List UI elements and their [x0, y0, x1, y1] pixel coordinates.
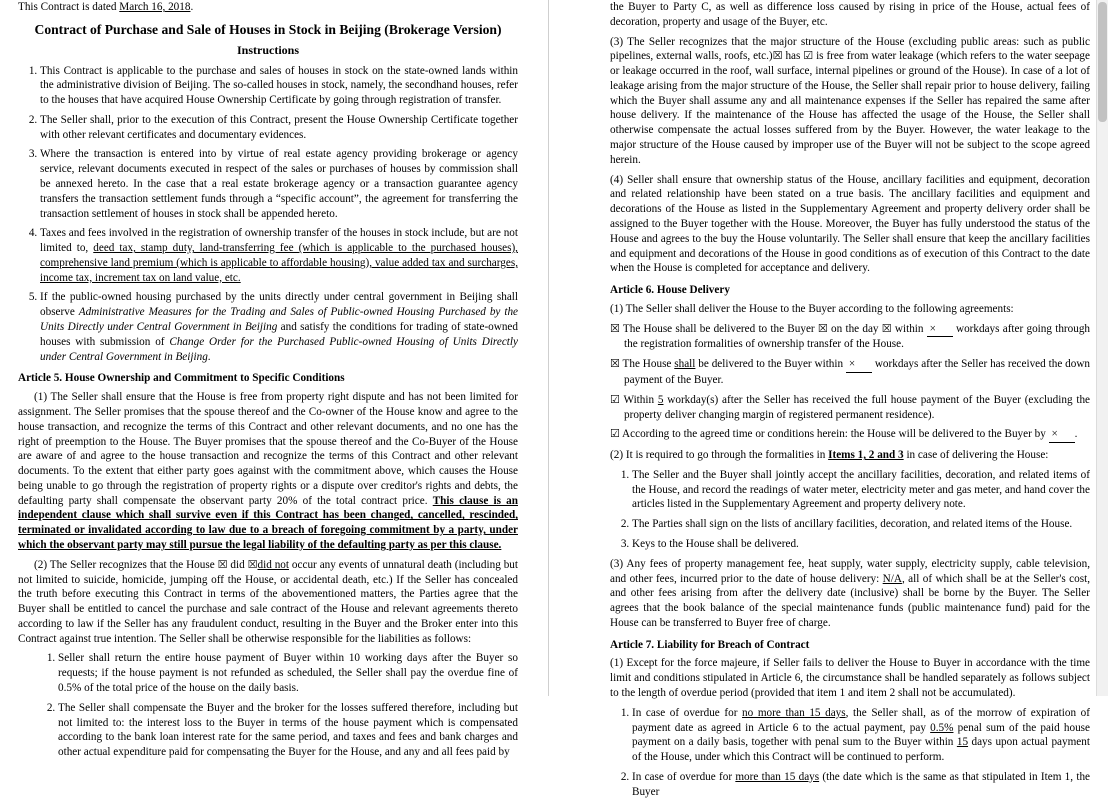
list-item: 2. The Parties shall sign on the lists of ancillary facilities, decoration, and related items of the House.	[632, 517, 1090, 532]
a5p2-text-a: (2) The Seller recognizes that the House	[34, 558, 218, 571]
checkbox-did-not[interactable]: ☒	[247, 557, 258, 571]
delivery-option-3	[610, 393, 1090, 423]
a5p2-didnot-label: did not	[257, 558, 290, 571]
article7-paragraph-1: (1) Except for the force majeure, if Seller fails to deliver the House to Buyer in accordance with the time limit and conditions stipulated in Article 6, the circumstance shall be handled separately as follows subject to the length of overdue period (provided that item 1 and item 2 shall not be accumulated).	[610, 657, 1090, 700]
delivery-option-1	[610, 322, 1090, 353]
option1-text-a: The House shall be delivered to the Buyer	[619, 322, 818, 335]
a7i2-text-b: (the date which is the same as that stipulated in Item 1, the Buyer	[632, 770, 1090, 798]
checkbox-on-the-day[interactable]: ☒	[817, 321, 828, 335]
option1-text-d: workdays after going through the registration formalities of ownership transfer of the House.	[624, 322, 1091, 351]
item5-italic-change-order: Change Order for the Purchased Public-owned Housing of Units Directly under Central Government in Beijing	[40, 335, 518, 363]
a5p2-did-label: did	[227, 558, 248, 571]
checkbox-delivery-option-1[interactable]: ☒	[610, 321, 620, 335]
a7i1-days: 15	[956, 736, 969, 749]
option1-onday-label: on the day	[827, 322, 882, 335]
article7-sub-list	[610, 706, 1090, 800]
article7-heading: Article 7. Liability for Breach of Contract	[610, 638, 810, 651]
contract-date-line	[18, 0, 518, 15]
list-item: 2. The Seller shall, prior to the execution of this Contract, present the House Ownership Certificate together with other relevant certificates and documentary evidences.	[40, 113, 518, 143]
list-item: 1. This Contract is applicable to the purchase and sales of houses in stock on the state-owned lands within the administrative division of Beijing. The so-called houses in stock, namely, the secondhand houses, refer to the houses that have acquired House Ownership Certificate by going through registration of transfer.	[40, 64, 518, 108]
option4-text-a: According to the agreed time or conditions herein: the House will be delivered to the Buyer by	[619, 428, 1049, 441]
option1-days-blank[interactable]: ×	[927, 322, 953, 338]
taxes-underlined: deed tax, stamp duty, land-transferring fee (which is applicable to the purchased houses), comprehensive land premium (which is applicable to affordable housing), value added tax and surcharges, income tax, increment tax on land value, etc.	[40, 242, 518, 284]
list-item	[40, 226, 518, 285]
continued-paragraph: the Buyer to Party C, as well as difference loss caused by rising in price of the House, actual fees of decoration, property and usage of the Buyer, etc.	[610, 1, 1090, 28]
a7i1-penalty-rate: 0.5%	[930, 721, 954, 734]
p3-has-label: has	[782, 50, 804, 63]
option2-text-a: The House	[619, 358, 675, 371]
checkbox-delivery-option-2[interactable]: ☒	[610, 357, 620, 371]
a5p2-text-b: occur any events of unnatural death (including but not limited to suicide, homicide, jumping off the House, or accidental death, etc.) If the Seller has concealed the truth before executing this Contract in terms of the abovementioned matters, the Parties agree that the Buyer shall be entitled to cancel the purchase and sale contract of the House and relevant agreements thereto according to law if the Seller has any fraudulent conduct, resulting in the Buyer and the Broker enter into this Contract against true intention. The Seller shall be otherwise responsible for the liabilities as follows:	[18, 558, 519, 645]
article5-sub-list	[18, 651, 518, 759]
article5-paragraph-3	[610, 35, 1090, 168]
a7i1-text-a: In case of overdue for	[632, 706, 743, 719]
a7i1-text-b: , the Seller shall, as of the morrow of expiration of payment date as agreed in Article 6 to the actual payment, pay	[632, 706, 1090, 734]
article5-paragraph-1	[18, 390, 518, 553]
a5p1-bold-clause: This clause is an independent clause which shall survive even if this Contract has been changed, cancelled, rescinded, terminated or invalidated according to law due to a breach of foregoing commitment by a party, under which the observant party may still pursue the legal liability of the defaulting party as per this clause.	[18, 494, 518, 551]
p3-text-c: is free from water leakage (which refers to the water seepage or leakage occurred in the roof, wall surface, internal pipelines or ground of the House). In case of a lot of leakage arising from the major structure of the House, the Seller shall repair prior to house delivery, failing which the Buyer shall assume any and all maintenance expenses if the Seller has repaired the same after house delivery. If the maintenance of the House has affected the usage of the House, the Seller shall otherwise compensate the actual losses suffered from by the Buyer. However, the water leakage to the major structure of the House caused by improper use of the Buyer will not be subject to the scope agreed herein.	[610, 50, 1090, 166]
item5-text-b: and satisfy the conditions for trading of state-owned houses with submission of	[40, 321, 518, 348]
a6p3-text-b: , all of which shall be at the Seller's cost, and other fees arising from after the delivery date (inclusive) shall be borne by the Buyer. The Seller agrees that the book balance of the special maintenance funds (public maintenance fund) paid for the House can be transferred to Buyer free of charge.	[610, 572, 1090, 629]
article5-heading: Article 5. House Ownership and Commitment to Specific Conditions	[18, 372, 345, 385]
option4-date-blank[interactable]: ×	[1049, 427, 1075, 443]
article6-paragraph-3	[610, 557, 1090, 631]
checkbox-within[interactable]: ☒	[881, 321, 892, 335]
page-divider	[548, 0, 549, 696]
p3-text-a: (3) The Seller recognizes that the major structure of the House (excluding public areas: such as public pipelines, external walls, roofs, etc.)	[610, 35, 1090, 63]
list-item: 1. The Seller and the Buyer shall jointly accept the ancillary facilities, decoration, and related items of the House, and record the readings of water meter, electricity meter and gas meter, and hand cover the articles listed in the Supplementary Agreement and property delivery note.	[632, 468, 1090, 512]
delivery-option-2	[610, 357, 1090, 388]
checkbox-free-from-leakage[interactable]: ☑	[803, 49, 814, 63]
option4-text-b: .	[1074, 428, 1078, 441]
option3-text-a: Within	[619, 393, 658, 406]
a7i2-period: more than 15 days	[735, 770, 820, 783]
right-page-column	[610, 0, 1090, 805]
list-item	[632, 770, 1090, 800]
list-item: 1. Seller shall return the entire house payment of Buyer within 10 working days after the Buyer so requests; if the house payment is not refunded as scheduled, the Seller shall pay the overdue fine of 0.5% of the total price of the house on the daily basis.	[58, 651, 518, 695]
list-item: 2. The Seller shall compensate the Buyer and the broker for the losses suffered therefore, including but not limited to: the interest loss to the Buyer in terms of the house payment which is compensated according to the bank loan interest rate for the same period, and taxes and fees and bank charges and other actual expenditure paid for compensating the Buyer for the House, and any and all fees paid by	[58, 701, 518, 760]
item5-text-a: If the public-owned housing purchased by the units directly under central government in Beijing shall observe	[40, 291, 518, 319]
vertical-scrollbar[interactable]	[1096, 0, 1108, 696]
list-item	[40, 290, 518, 364]
checkbox-delivery-option-3[interactable]: ☑	[610, 392, 620, 406]
a6p3-fees-value[interactable]: N/A	[882, 572, 902, 585]
instructions-list	[18, 64, 518, 365]
a7i1-text-d: days upon actual payment of the House, under which this Contract will be continued to perform.	[632, 736, 1090, 764]
delivery-option-4	[610, 427, 1090, 443]
taxes-prefix: Taxes and fees involved in the registration of ownership transfer of the houses in stock include, but are not limited to,	[40, 227, 518, 255]
option2-shall: shall	[674, 358, 696, 371]
a7i1-text-c: penal sum of the paid house payment on a daily basis, together with penal sum to the Buyer within	[632, 721, 1090, 749]
article6-heading: Article 6. House Delivery	[610, 284, 730, 297]
option2-text-c: workdays after the Seller has received the down payment of the Buyer.	[624, 358, 1091, 386]
a6p2-text-b: in case of delivering the House:	[903, 449, 1049, 462]
scrollbar-thumb[interactable]	[1098, 2, 1107, 122]
article6-paragraph-1: (1) The Seller shall deliver the House to the Buyer according to the following agreements:	[610, 302, 1014, 315]
contract-date-suffix: .	[190, 1, 194, 13]
option2-days-blank[interactable]: ×	[846, 357, 872, 373]
list-item: 3. Where the transaction is entered into by virtue of real estate agency providing brokerage or agency service, relevant documents executed in respect of the sales or purchases of houses by commission shall be annexed hereto. In the case that a real estate brokerage agency or a transaction guarantee agency transfers the transaction settlement funds through a “specific account”, the agreement for transferring the transaction settlement of houses in stock shall be appended hereto.	[40, 147, 518, 221]
a5p1-text: (1) The Seller shall ensure that the House is free from property right dispute and has not been limited for assignment. The Seller promises that the spouse thereof and the Co-owner of the House know and agree to the house transaction, and recognize the terms of this Contract and other relevant documents, and no one has the right of preemption to the House. The Buyer promises that the spouse thereof and the Co-Buyer of the House are aware of and agree to the house transaction and recognize the terms of this Contract and other relevant documents. To the extent that either party goes against with the commitment above, which causes the House being unable to go through the registration of property rights or a dispute over creditor's rights and debts, the defaulting party shall compensate the observant party 20% of the total contract price.	[18, 391, 518, 507]
item5-text-c: .	[207, 350, 211, 363]
left-page-column	[18, 0, 518, 765]
article6-sub-list	[610, 468, 1090, 552]
checkbox-has-leakage[interactable]: ☒	[772, 49, 783, 63]
article5-paragraph-4: (4) Seller shall ensure that ownership status of the House, ancillary facilities and equipment, decoration and related relationship have been stated on a true basis. The ancillary facilities and equipment and decorations of the House as listed in the Supplementary Agreement and property delivery order shall be assigned to the Buyer together with the House. Moreover, the Buyer has fully understood the status of the House and agrees to the buy the House voluntarily. The Seller shall ensure that keep the ancillary facilities and equipment and decorations of the House in good conditions as of execution of this Contract to the date when the House is completed for acceptance and delivery.	[610, 173, 1090, 275]
a6p2-items-ref: Items 1, 2 and 3	[828, 449, 904, 462]
item5-italic-measures: Administrative Measures for the Trading and Sales of Public-owned Housing Purchased by the Units Directly under Central Government in Beijing	[40, 306, 519, 334]
checkbox-delivery-option-4[interactable]: ☑	[610, 427, 620, 441]
list-item	[632, 706, 1090, 765]
a7i1-period-1: no more than 15 days	[742, 706, 846, 719]
article5-paragraph-2	[18, 558, 518, 647]
option3-workdays-value[interactable]: 5	[657, 393, 664, 406]
document-title: Contract of Purchase and Sale of Houses in Stock in Beijing (Brokerage Version)	[34, 21, 502, 37]
list-item: 3. Keys to the House shall be delivered.	[632, 537, 1090, 552]
instructions-heading: Instructions	[236, 42, 299, 57]
checkbox-did[interactable]: ☒	[217, 557, 228, 571]
a6p3-text-a: (3) Any fees of property management fee, heat supply, water supply, electricity supply, cable television, and other fees, incurred prior to the date of house delivery:	[610, 557, 1090, 585]
contract-date-prefix: This Contract is dated	[18, 1, 120, 13]
option1-within-label: within	[891, 322, 927, 335]
option2-text-b: be delivered to the Buyer within	[695, 358, 846, 371]
article6-paragraph-2	[610, 448, 1090, 463]
a7i2-text-a: In case of overdue for	[632, 770, 736, 783]
a6p2-text-a: (2) It is required to go through the formalities in	[610, 449, 829, 462]
contract-date-value: March 16, 2018	[119, 1, 191, 13]
option3-text-b: workday(s) after the Seller has received the full house payment of the Buyer (excluding the property deliver changing margin of registered permanent residence).	[624, 393, 1091, 421]
